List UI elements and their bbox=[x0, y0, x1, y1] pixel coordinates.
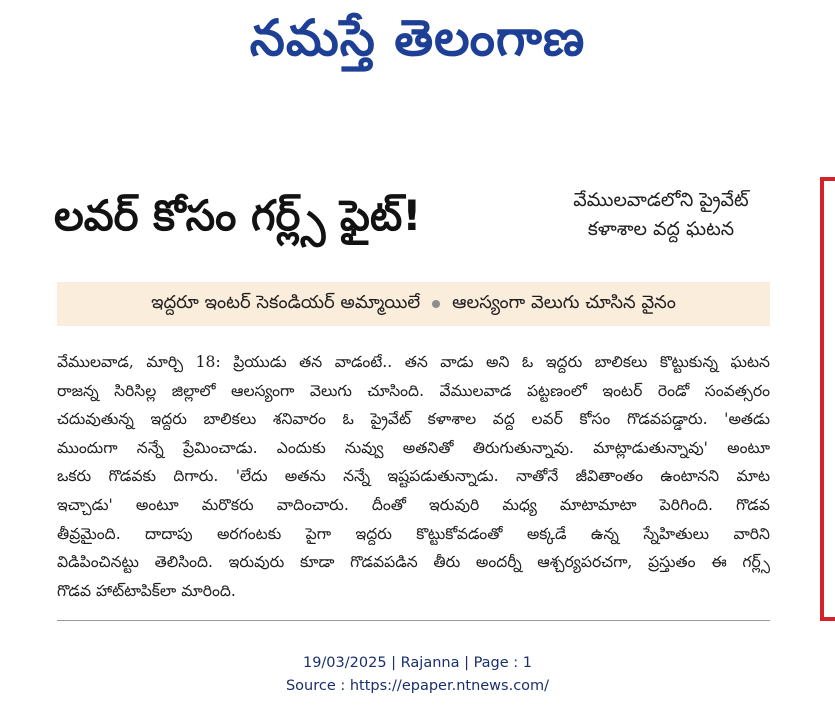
article-body bbox=[57, 348, 770, 605]
subheading-point: ఆలస్యంగా వెలుగు చూసిన వైనం bbox=[452, 291, 676, 313]
page-footer bbox=[0, 652, 835, 698]
edition-info: 19/03/2025 | Rajanna | Page : 1 bbox=[302, 655, 533, 671]
body-line: చదువుతున్న ఇద్దరు బాలికలు శనివారం ఓ ప్రైవేట్ కళాశాల వద్ద లవర్ కోసం గొడవపడ్డారు. 'అతడు bbox=[57, 410, 770, 429]
source-link[interactable]: Source : https://epaper.ntnews.com/ bbox=[285, 678, 550, 694]
body-line: తీవ్రమైంది. దాదాపు అరగంటకు పైగా ఇద్దరు కొట్టుకోవడంతో అక్కడే ఉన్న స్నేహితులు వారిని bbox=[57, 524, 770, 543]
body-line: గొడవ హాట్‌టాపిక్‌లా మారింది. bbox=[57, 581, 236, 600]
body-line: రాజన్న సిరిసిల్ల జిల్లాలో ఆలస్యంగా వెలుగు చూసింది. వేములవాడ పట్టణంలో ఇంటర్ రెండో సంవత్సరం bbox=[57, 381, 770, 400]
side-heading-line: వేములవాడలోని ప్రైవేట్ bbox=[573, 189, 749, 211]
newspaper-masthead: నమస్తే తెలంగాణ bbox=[249, 9, 586, 67]
side-heading-line: కళాశాల వద్ద ఘటన bbox=[587, 218, 735, 240]
bullet-separator bbox=[432, 300, 440, 308]
article-divider bbox=[57, 620, 770, 621]
adjacent-article-border bbox=[820, 177, 835, 621]
subheading-point: ఇద్దరూ ఇంటర్ సెకండియర్ అమ్మాయిలే bbox=[151, 291, 421, 313]
body-line: ముందుగా నన్నే ప్రేమించాడు. ఎందుకు నువ్వు అతనితో తిరుగుతున్నావు. మాట్లాడుతున్నావు' అంటూ bbox=[57, 438, 770, 457]
body-line: ఇచ్చాడు' అంటూ మరొకరు వాదించారు. దీంతో ఇరువురి మధ్య మాటామాటా పెరిగింది. గొడవ bbox=[57, 495, 770, 514]
subheading-band bbox=[57, 282, 770, 326]
article-side-heading bbox=[552, 186, 770, 244]
body-line: వేములవాడ, మార్చి 18: ప్రియుడు తన వాడంటే.. తన వాడు అని ఓ ఇద్దరు బాలికలు కొట్టుకున్న ఘటన bbox=[57, 353, 770, 371]
body-line: విడిపించినట్టు తెలిసింది. ఇరువురు కూడా గొడవపడిన తీరు అందర్నీ ఆశ్చర్యపరచగా, ప్రస్తుతం ఈ గర్ల్స్ bbox=[57, 553, 770, 572]
body-line: ఒకరు గొడవకు దిగారు. 'లేదు అతను నన్నే ఇష్టపడుతున్నాడు. నాతోనే జీవితాంతం ఉంటానని మాట bbox=[57, 467, 770, 486]
article-headline: లవర్ కోసం గర్ల్స్ ఫైట్! bbox=[54, 191, 422, 240]
